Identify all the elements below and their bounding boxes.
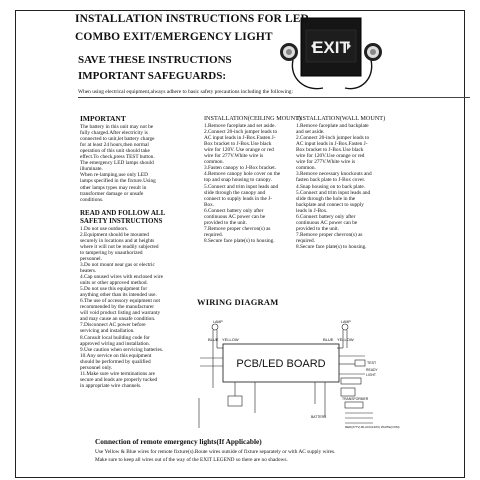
wall-step-line: Box bracket to J-Box.Use black — [296, 147, 364, 154]
ceiling-step-line: 8.Secure face plate(s) to housing. — [204, 237, 275, 244]
ceiling-step-line: required. — [204, 231, 223, 238]
wall-step-line: 2.Connect 20-inch jumper leads to — [296, 135, 370, 142]
wall-step-line: required. — [296, 237, 315, 244]
wall-step-line: 7.Remove proper chevron(s) as — [296, 231, 363, 238]
ceiling-mount-steps — [204, 123, 296, 244]
safety-list-item: 11.Make sure wire terminations are — [80, 370, 155, 377]
label-transformer: TRANSFORMER — [342, 397, 369, 401]
wall-step-line: 3.Remove necessary knockouts and — [296, 171, 372, 178]
important-text-line: illuminate. — [80, 166, 103, 173]
safety-list-item: in appropriate wire channels. — [80, 382, 142, 389]
wall-step-line: and set aside. — [296, 129, 325, 136]
important-text-line: lamps specified in the fixture.Using — [80, 178, 156, 185]
safety-list-item: approved wiring and installation. — [80, 340, 151, 347]
wall-step-line: backplate and connect to supply — [296, 201, 364, 208]
label-wire-colors: RED(277V) BLACK(120V) WHITE(COM) — [345, 425, 400, 429]
safety-list-item: 2.Equipment should be mounted — [80, 231, 149, 238]
label-test: TEST — [367, 361, 377, 365]
ceiling-step-line: 3.Fasten canopy to J-Box bracket. — [204, 165, 277, 172]
safety-list-item: where it will not be readily subjected — [80, 243, 159, 250]
safety-list-item: anything other than its intended use. — [80, 292, 157, 299]
important-text-line: other lamps types may result in — [80, 184, 147, 191]
label-lamp-right: LAMP — [341, 320, 351, 324]
ceiling-step-line: 4.Remove canopy hole cover on the — [204, 171, 281, 178]
safety-list-item: units or other approved method. — [80, 280, 148, 287]
safety-list-item: 8.Consult local building code for — [80, 334, 150, 341]
important-text-line: fully charged.After electricity is — [80, 130, 148, 137]
safety-list-item: personnel. — [80, 255, 102, 262]
important-text-line: conditions. — [80, 196, 104, 203]
wall-step-line: 4.Snap housing on to back plate. — [296, 183, 365, 190]
connection-heading: Connection of remote emergency lights(If Applicable) — [95, 437, 262, 446]
column-important-safety — [80, 116, 210, 389]
wall-step-line: common. — [296, 165, 316, 172]
wall-step-line: continuous AC power can be — [296, 219, 358, 226]
connection-text-line2: Make sure to keep all wires out of the way of the EXIT LEGEND so there are no shadows. — [95, 457, 288, 463]
safety-list — [80, 226, 210, 389]
label-battery: BATTERY — [311, 415, 327, 419]
intro-text: When using electrical equipment,always adhere to basic safety precautions including the following: — [78, 89, 293, 95]
wall-step-line: fasten back plate to J-Box cover. — [296, 177, 366, 184]
ceiling-step-line: 5.Connect and trim input leads and — [204, 183, 279, 190]
safety-heading — [80, 209, 210, 225]
ceiling-step-line: continuous AC power can be — [204, 213, 266, 220]
wall-step-line: 5.Connect and trim input leads and — [296, 189, 371, 196]
safety-list-item: 7.Disconnect AC power before — [80, 322, 146, 329]
important-text-line: for at least 24 hours,then normal — [80, 142, 149, 149]
lamp-head-left — [280, 43, 298, 61]
ceiling-mount-heading: INSTALLATION(CEILING MOUNT) — [204, 115, 301, 122]
safety-list-item: secure and leads are properly tucked — [80, 376, 158, 383]
ceiling-step-line: 6.Connect battery only after — [204, 207, 264, 214]
board-label: PCB/LED BOARD — [236, 358, 326, 370]
ceiling-step-line: Box bracket to J-Box.Use black — [204, 141, 272, 148]
ceiling-step-line: 2.Connect 20-inch jumper leads to — [204, 129, 278, 136]
wiring-diagram — [195, 318, 400, 430]
safety-list-item: heaters. — [80, 267, 97, 274]
safety-list-item: securely in locations and at heights — [80, 237, 155, 244]
label-light: LIGHT — [366, 373, 376, 377]
lamp-head-right — [364, 43, 382, 61]
label-blue-right: BLUE — [323, 337, 334, 342]
safety-list-item: 10.Any service on this equipment — [80, 352, 152, 359]
safety-list-item: should be performed by qualified — [80, 358, 151, 365]
safety-list-item: 5.Do not use this equipment for — [80, 286, 148, 293]
label-blue-left: BLUE — [208, 337, 219, 342]
safety-list-item: and may cause an unsafe condition. — [80, 316, 156, 323]
safety-list-item: will void product listing and warranty — [80, 310, 161, 317]
lamp-right-symbol — [342, 324, 348, 330]
label-yellow-left: YELLOW — [222, 337, 239, 342]
wall-mount-heading: INSTALLATION(WALL MOUNT) — [296, 115, 386, 122]
wall-step-line: wire for 277V.White wire is — [296, 159, 356, 166]
ceiling-step-line: AC input leads in J-Box.Fasten J- — [204, 135, 276, 142]
ceiling-step-line: common. — [204, 159, 224, 166]
safety-list-item: recommended by the manufacturer — [80, 304, 154, 311]
important-text-line: When re-lamping,use only LED — [80, 172, 148, 179]
wall-step-line: provided to the unit. — [296, 225, 339, 232]
label-ready: READY — [366, 368, 378, 372]
document-title-line2: COMBO EXIT/EMERGENCY LIGHT — [75, 31, 273, 43]
column-ceiling-mount — [204, 115, 301, 244]
wall-mount-steps — [296, 123, 384, 250]
safety-heading-line2: SAFETY INSTRUCTIONS — [80, 216, 163, 225]
safety-list-item: servicing and installation. — [80, 328, 135, 335]
wiring-diagram-title: WIRING DIAGRAM — [197, 297, 279, 307]
important-text-line: transformer damage or unsafe — [80, 190, 144, 197]
label-lamp-left: LAMP — [213, 320, 223, 324]
ceiling-step-line: top and snap housing to canopy. — [204, 177, 272, 184]
wall-step-line: 8.Secure face plate(s) to housing. — [296, 243, 367, 250]
wall-step-line: 1.Remove faceplate and backplate — [296, 123, 369, 130]
wall-step-line: slide through the hole in the — [296, 195, 356, 202]
important-text-line: connected to unit,let battery charge — [80, 136, 155, 143]
safety-list-item: 4.Cap unused wires with enclosed wire — [80, 274, 163, 281]
important-text — [80, 124, 210, 203]
ceiling-step-line: wire for 277V.White wire is — [204, 153, 264, 160]
wall-step-line: AC input leads in J-Box.Fasten J- — [296, 141, 368, 148]
lamp-left-symbol — [212, 324, 218, 330]
safety-list-item: 9.Use caution when servicing batteries. — [80, 346, 164, 353]
ceiling-step-line: slide through the canopy and — [204, 189, 266, 196]
column-wall-mount — [296, 116, 384, 250]
safety-list-item: 6.The use of accessory equipment not — [80, 298, 161, 305]
important-heading: IMPORTANT — [80, 114, 126, 123]
ceiling-step-line: Box. — [204, 201, 215, 208]
save-instructions-heading: SAVE THESE INSTRUCTIONS — [78, 54, 232, 66]
important-text-line: The battery in this unit may not be — [80, 124, 154, 131]
connection-text-line1: Use Yellow & Blue wires for remote fixture(s).Route wires outside of fixture separately or with AC supply wires. — [95, 449, 336, 455]
safety-list-item: to tampering by unauthorized — [80, 249, 143, 256]
label-yellow-right: YELLOW — [337, 337, 354, 342]
ceiling-step-line: wire for 120V. Use orange or red — [204, 147, 274, 154]
safety-list-item: 1.Do not use outdoors. — [80, 225, 129, 232]
ceiling-step-line: provided to the unit. — [204, 219, 247, 226]
important-text-line: operation of this unit should take — [80, 148, 150, 155]
safety-list-item: personnel only. — [80, 364, 113, 371]
safeguards-heading: IMPORTANT SAFEGUARDS: — [78, 70, 227, 82]
ceiling-step-line: 7.Remove proper chevron(s) as — [204, 225, 271, 232]
ceiling-step-line: connect to supply leads in the J- — [204, 195, 272, 202]
exit-legend: EXIT — [312, 38, 350, 57]
wall-step-line: wire for 120V.Use orange or red — [296, 153, 365, 160]
divider — [78, 97, 470, 98]
wall-step-line: leads in J-Box. — [296, 207, 328, 214]
important-text-line: effect.To check,press TEST button. — [80, 154, 155, 161]
safety-list-item: 3.Do not mount near gas or electric — [80, 261, 155, 268]
important-text-line: The emergency LED lamps should — [80, 160, 154, 167]
wall-step-line: 6.Connect battery only after — [296, 213, 356, 220]
document-title-line1: INSTALLATION INSTRUCTIONS FOR LED — [75, 13, 309, 25]
ceiling-step-line: 1.Remove faceplate and set aside. — [204, 123, 276, 130]
safety-heading-line1: READ AND FOLLOW ALL — [80, 208, 166, 217]
